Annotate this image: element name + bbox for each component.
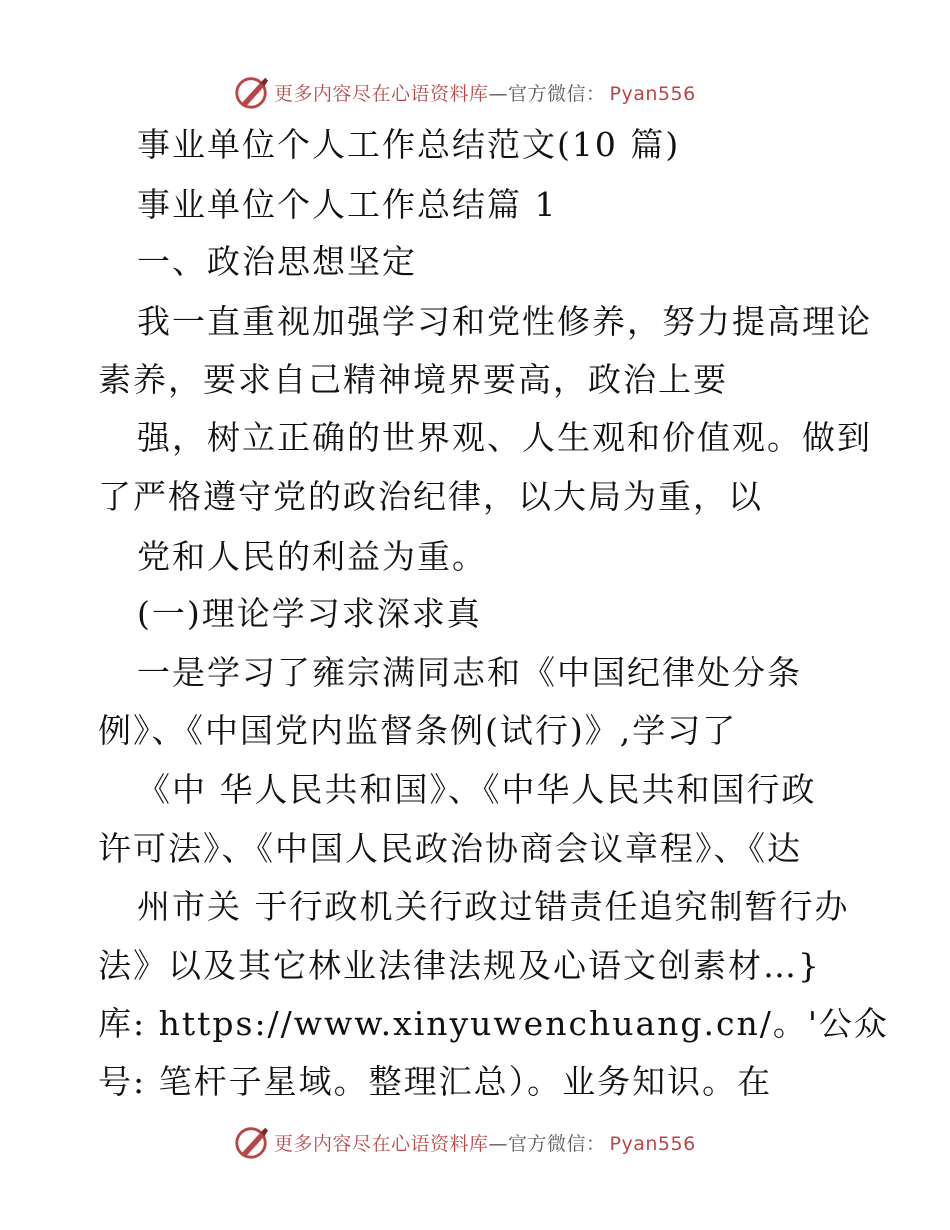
watermark-separator: — [488,82,509,105]
watermark-handle: Pyan556 [609,1132,696,1155]
subsection-heading: (一)理论学习求深求真 [137,594,482,633]
watermark-handle: Pyan556 [609,82,696,105]
paragraph-line: 州市关 于行政机关行政过错责任追究制暂行办 [137,887,850,926]
paragraph-line: 例》、《中国党内监督条例(试行)》,学习了 [98,711,738,750]
paragraph-line: 我一直重视加强学习和党性修养，努力提高理论 [137,302,872,341]
document-title: 事业单位个人工作总结范文(10 篇) [137,125,681,164]
watermark-text [274,1129,696,1156]
paragraph-line: 库: https://www.xinyuwenchuang.cn/。'公众 [98,1004,889,1043]
paragraph-line: 一是学习了雍宗满同志和《中国纪律处分条 [137,653,802,692]
pen-logo-icon [232,1123,270,1161]
section-heading: 事业单位个人工作总结篇 1 [137,185,558,224]
pen-logo-icon [232,73,270,111]
paragraph-line: 《中 华人民共和国》、《中华人民共和国行政 [137,770,817,809]
watermark-prefix: 更多内容尽在心语资料库 [274,82,489,105]
paragraph-line: 许可法》、《中国人民政治协商会议章程》、《达 [98,829,802,868]
watermark-label: 官方微信： [508,1132,606,1155]
watermark-text [274,79,696,106]
paragraph-line: 号: 笔杆子星域。整理汇总）。业务知识。在 [98,1062,773,1101]
paragraph-line: 党和人民的利益为重。 [137,537,487,576]
paragraph-line: 了严格遵守党的政治纪律，以大局为重，以 [98,477,763,516]
subsection-heading: 一、政治思想坚定 [137,242,417,281]
watermark-label: 官方微信： [508,82,606,105]
paragraph-line: 素养，要求自己精神境界要高，政治上要 [98,360,728,399]
watermark-header [232,72,696,112]
watermark-footer [232,1122,696,1162]
paragraph-line: 强，树立正确的世界观、人生观和价值观。做到 [137,418,872,457]
watermark-separator: — [488,1132,509,1155]
paragraph-line: 法》以及其它林业法律法规及心语文创素材…} [98,946,821,985]
watermark-prefix: 更多内容尽在心语资料库 [274,1132,489,1155]
